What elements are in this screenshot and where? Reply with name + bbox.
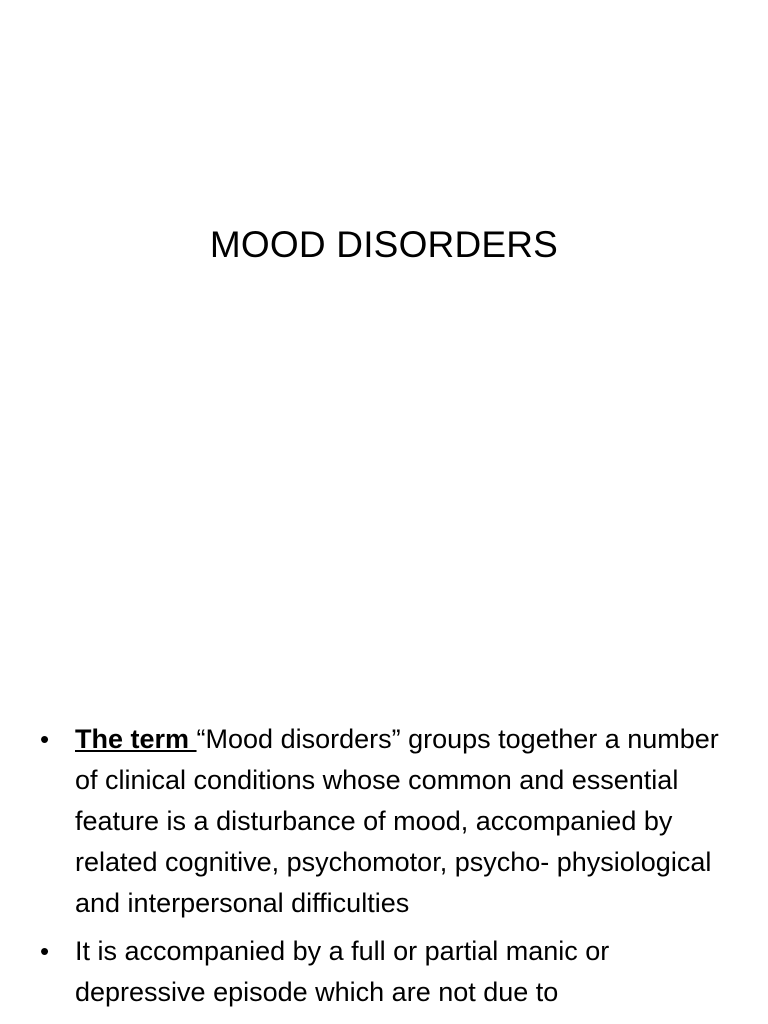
bullet-list [40, 719, 730, 1020]
bullet-body-text: It is accompanied by a full or partial manic or depressive episode which are not due to [75, 936, 610, 1007]
slide-title: MOOD DISORDERS [209, 224, 559, 265]
bullet-marker: • [40, 724, 50, 754]
bullet-body-text: “Mood disorders” groups together a number of clinical conditions whose common and essential feature is a disturbance of mood, accompanied by related cognitive, psychomotor, psycho- physiological and interpersonal difficulties [75, 724, 719, 918]
bullet-marker: • [40, 936, 50, 966]
bullet-item-episode [40, 931, 730, 1013]
bullet-item-term-definition [40, 719, 730, 924]
content-slide [0, 576, 768, 1024]
bullet-lead-text: The term [75, 724, 197, 754]
